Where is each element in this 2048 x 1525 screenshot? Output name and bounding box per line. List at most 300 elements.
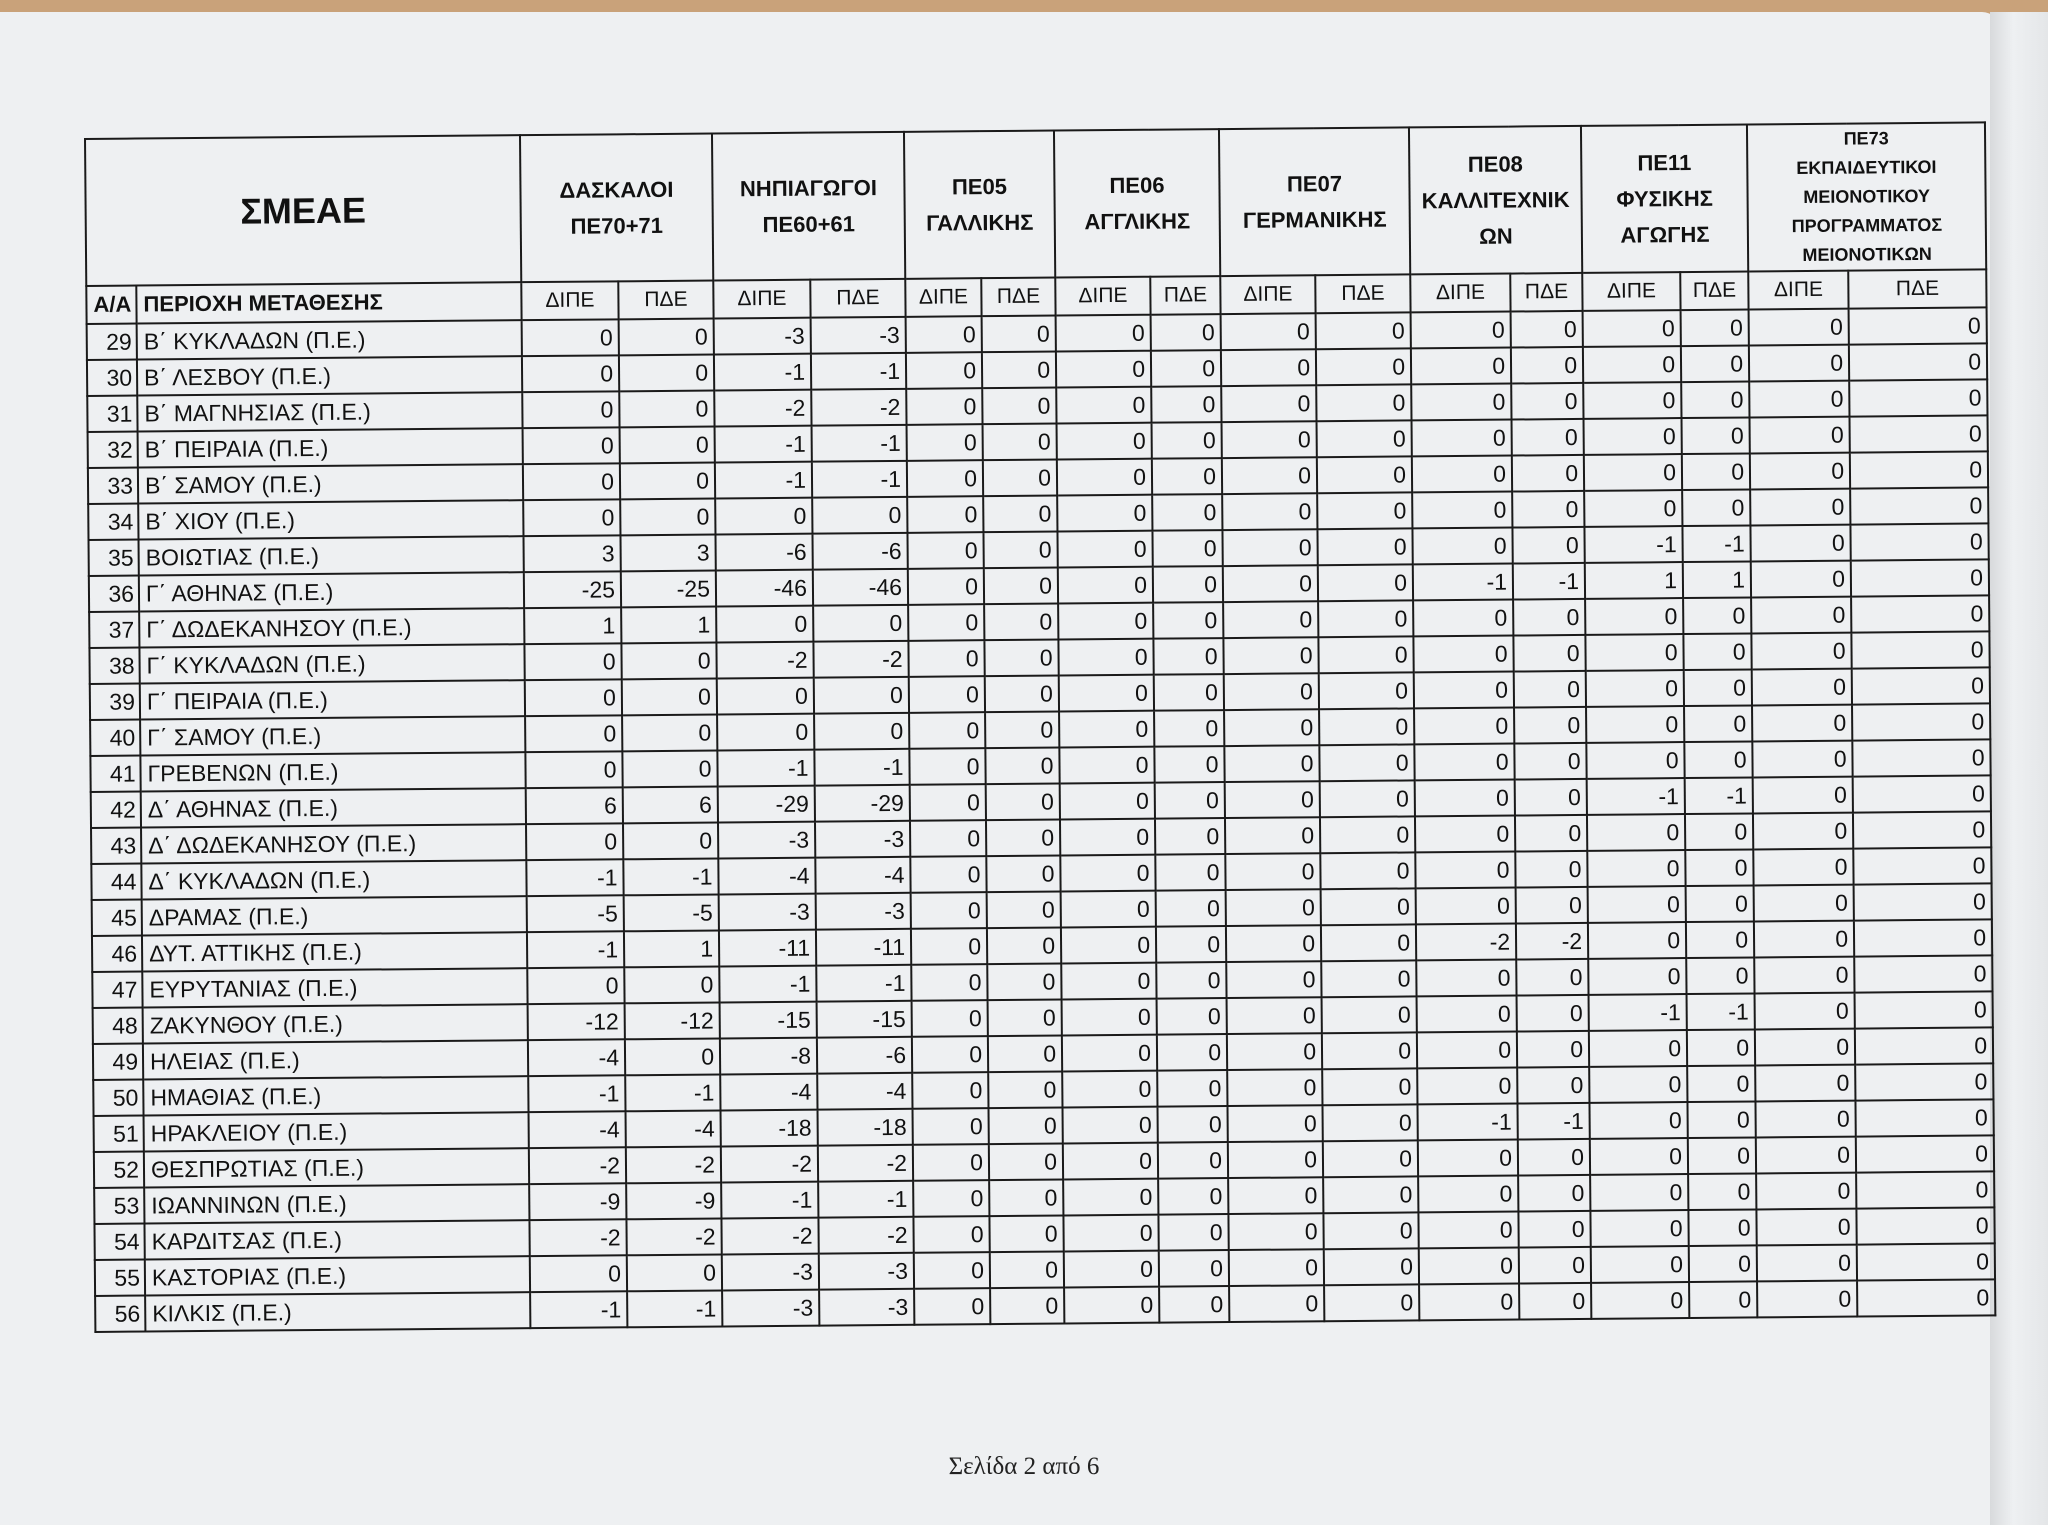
value-cell: 0 — [525, 751, 622, 788]
value-cell: -1 — [627, 1290, 722, 1327]
area-name: ΔΥΤ. ΑΤΤΙΚΗΣ (Π.Ε.) — [142, 932, 527, 971]
value-cell: 0 — [983, 424, 1057, 461]
row-number: 48 — [93, 1008, 143, 1044]
value-cell: 0 — [522, 319, 619, 356]
value-cell: 0 — [1226, 925, 1321, 962]
value-cell: 0 — [1063, 1179, 1158, 1216]
value-cell: 0 — [987, 892, 1061, 929]
pde-header: ΠΔΕ — [981, 278, 1055, 317]
value-cell: 0 — [1414, 744, 1514, 781]
value-cell: 0 — [1416, 960, 1516, 997]
value-cell: 0 — [1854, 919, 1992, 956]
value-cell: 0 — [1317, 492, 1412, 529]
value-cell: 0 — [1056, 315, 1151, 352]
value-cell: 0 — [1416, 888, 1516, 925]
group-header-line: ΔΑΣΚΑΛΟΙ — [559, 176, 674, 203]
value-cell: 0 — [1414, 672, 1514, 709]
group-header-line: ΠΕ07 — [1286, 170, 1343, 197]
value-cell: 0 — [1589, 1066, 1687, 1103]
value-cell: -1 — [1513, 563, 1585, 600]
value-cell: 0 — [910, 856, 986, 893]
value-cell: -2 — [529, 1147, 626, 1184]
area-name: ΙΩΑΝΝΙΝΩΝ (Π.Ε.) — [144, 1184, 529, 1223]
value-cell: -2 — [818, 1145, 913, 1182]
value-cell: -4 — [817, 1073, 912, 1110]
value-cell: 0 — [1684, 741, 1752, 778]
value-cell: 0 — [1515, 779, 1587, 816]
value-cell: 0 — [1061, 927, 1156, 964]
value-cell: 0 — [1587, 850, 1685, 887]
value-cell: 0 — [622, 750, 717, 787]
value-cell: 0 — [1318, 636, 1413, 673]
value-cell: 0 — [1224, 673, 1319, 710]
value-cell: 1 — [1585, 562, 1683, 599]
area-name: Δ΄ ΚΥΚΛΑΔΩΝ (Π.Ε.) — [141, 860, 526, 899]
value-cell: 0 — [1057, 531, 1152, 568]
value-cell: 0 — [1853, 775, 1991, 812]
group-header — [1054, 129, 1220, 277]
value-cell: 0 — [622, 678, 717, 715]
value-cell: 0 — [985, 676, 1059, 713]
value-cell: 0 — [1513, 599, 1585, 636]
value-cell: -1 — [719, 966, 816, 1003]
value-cell: 0 — [1515, 815, 1587, 852]
value-cell: 0 — [522, 391, 619, 428]
value-cell: -9 — [626, 1182, 721, 1219]
value-cell: 0 — [622, 714, 717, 751]
value-cell: 0 — [1589, 1030, 1687, 1067]
value-cell: 0 — [1856, 1135, 1994, 1172]
value-cell: -4 — [626, 1110, 721, 1147]
value-cell: 0 — [1413, 600, 1513, 637]
row-number: 38 — [89, 648, 139, 684]
value-cell: 0 — [524, 643, 621, 680]
value-cell: -1 — [814, 749, 909, 786]
value-cell: -5 — [624, 894, 719, 931]
value-cell: 0 — [912, 1036, 988, 1073]
area-name: ΓΡΕΒΕΝΩΝ (Π.Ε.) — [140, 752, 525, 791]
table-body — [87, 307, 1996, 1332]
value-cell: 0 — [1689, 1281, 1757, 1318]
value-cell: 3 — [523, 535, 620, 572]
value-cell: 0 — [1155, 854, 1225, 891]
value-cell: 0 — [1226, 889, 1321, 926]
row-number: 29 — [87, 324, 137, 360]
row-number: 32 — [88, 432, 138, 468]
value-cell: 0 — [906, 352, 982, 389]
value-cell: 0 — [620, 427, 715, 464]
row-number: 43 — [91, 828, 141, 864]
row-number: 45 — [92, 900, 142, 936]
value-cell: 0 — [623, 822, 718, 859]
value-cell: 0 — [1418, 1212, 1518, 1249]
area-name: ΕΥΡΥΤΑΝΙΑΣ (Π.Ε.) — [142, 968, 527, 1007]
area-name: Γ΄ ΑΘΗΝΑΣ (Π.Ε.) — [139, 572, 524, 611]
group-header-line: ΕΚΠΑΙΔΕΥΤΙΚΟΙ — [1796, 156, 1937, 179]
value-cell: 0 — [523, 463, 620, 500]
group-header-line: ΦΥΣΙΚΗΣ — [1616, 185, 1713, 212]
value-cell: 0 — [1753, 813, 1853, 850]
value-cell: 0 — [1228, 1177, 1323, 1214]
value-cell: 0 — [1064, 1251, 1159, 1288]
value-cell: -15 — [720, 1002, 817, 1039]
value-cell: 0 — [1158, 1178, 1228, 1215]
area-name: Γ΄ ΠΕΙΡΑΙΑ (Π.Ε.) — [140, 680, 525, 719]
value-cell: 0 — [1590, 1138, 1688, 1175]
value-cell: 0 — [1411, 384, 1511, 421]
value-cell: 0 — [985, 712, 1059, 749]
value-cell: 0 — [1688, 1173, 1756, 1210]
value-cell: -1 — [530, 1291, 627, 1328]
value-cell: -1 — [715, 426, 812, 463]
value-cell: 0 — [1517, 1031, 1589, 1068]
area-name: Γ΄ ΣΑΜΟΥ (Π.Ε.) — [140, 716, 525, 755]
value-cell: 0 — [1316, 312, 1411, 349]
value-cell: 0 — [985, 748, 1059, 785]
value-cell: 0 — [1318, 600, 1413, 637]
value-cell: -1 — [528, 1075, 625, 1112]
value-cell: 0 — [1751, 525, 1851, 562]
value-cell: 0 — [984, 640, 1058, 677]
value-cell: 0 — [1223, 601, 1318, 638]
value-cell: 0 — [987, 928, 1061, 965]
value-cell: 0 — [1755, 993, 1855, 1030]
value-cell: 0 — [1851, 595, 1989, 632]
dipe-header: ΔΙΠΕ — [1410, 274, 1510, 313]
value-cell: 0 — [913, 1144, 989, 1181]
value-cell: 0 — [1151, 314, 1221, 351]
value-cell: 0 — [1513, 635, 1585, 672]
area-name: Β΄ ΛΕΣΒΟΥ (Π.Ε.) — [137, 356, 522, 395]
group-header-line: ΜΕΙΟΝΟΤΙΚΩΝ — [1802, 243, 1932, 266]
value-cell: 0 — [1683, 633, 1751, 670]
value-cell: 0 — [1850, 451, 1988, 488]
value-cell: -2 — [818, 1217, 913, 1254]
value-cell: 1 — [621, 607, 716, 644]
value-cell: 0 — [624, 966, 719, 1003]
value-cell: 0 — [1588, 886, 1686, 923]
pde-header: ΠΔΕ — [810, 279, 905, 318]
value-cell: 0 — [1225, 853, 1320, 890]
value-cell: 0 — [907, 424, 983, 461]
dipe-header: ΔΙΠΕ — [713, 280, 810, 319]
value-cell: 0 — [1227, 1069, 1322, 1106]
value-cell: 0 — [1228, 1105, 1323, 1142]
row-number: 41 — [90, 756, 140, 792]
value-cell: 0 — [1411, 312, 1511, 349]
value-cell: 0 — [913, 1180, 989, 1217]
value-cell: 0 — [1753, 777, 1853, 814]
value-cell: 0 — [717, 714, 814, 751]
pde-header: ΠΔΕ — [1680, 271, 1748, 310]
value-cell: 0 — [1151, 350, 1221, 387]
value-cell: 0 — [1157, 998, 1227, 1035]
group-header-line: ΠΕ70+71 — [570, 212, 664, 239]
value-cell: -1 — [818, 1181, 913, 1218]
value-cell: 0 — [1686, 885, 1754, 922]
value-cell: 0 — [1853, 811, 1991, 848]
value-cell: 3 — [620, 535, 715, 572]
value-cell: -2 — [721, 1146, 818, 1183]
value-cell: 0 — [1757, 1245, 1857, 1282]
area-header: ΠΕΡΙΟΧΗ ΜΕΤΑΘΕΣΗΣ — [136, 282, 521, 323]
row-number: 49 — [93, 1044, 143, 1080]
value-cell: 0 — [1756, 1209, 1856, 1246]
area-name: Δ΄ ΔΩΔΕΚΑΝΗΣΟΥ (Π.Ε.) — [141, 824, 526, 863]
value-cell: -2 — [626, 1218, 721, 1255]
value-cell: 0 — [982, 388, 1056, 425]
value-cell: -3 — [722, 1290, 819, 1327]
dipe-header: ΔΙΠΕ — [1582, 272, 1680, 311]
value-cell: 0 — [1683, 597, 1751, 634]
value-cell: 0 — [1229, 1249, 1324, 1286]
value-cell: 0 — [813, 605, 908, 642]
value-cell: 0 — [983, 460, 1057, 497]
value-cell: 0 — [1518, 1211, 1590, 1248]
row-number: 56 — [95, 1296, 145, 1332]
area-name: ΔΡΑΜΑΣ (Π.Ε.) — [142, 896, 527, 935]
value-cell: 0 — [982, 352, 1056, 389]
value-cell: 0 — [1225, 781, 1320, 818]
value-cell: 0 — [1320, 780, 1415, 817]
value-cell: -18 — [721, 1110, 818, 1147]
value-cell: 0 — [1583, 382, 1681, 419]
value-cell: 0 — [1755, 1065, 1855, 1102]
value-cell: 0 — [1317, 420, 1412, 457]
value-cell: 0 — [1323, 1140, 1418, 1177]
value-cell: 0 — [1318, 564, 1413, 601]
value-cell: -6 — [812, 533, 907, 570]
value-cell: -2 — [813, 641, 908, 678]
value-cell: 0 — [716, 606, 813, 643]
value-cell: 0 — [1583, 346, 1681, 383]
value-cell: 0 — [619, 391, 714, 428]
value-cell: 0 — [1750, 453, 1850, 490]
value-cell: 0 — [1855, 1063, 1993, 1100]
value-cell: 0 — [1317, 456, 1412, 493]
value-cell: -3 — [819, 1253, 914, 1290]
row-number: 50 — [93, 1080, 143, 1116]
value-cell: 0 — [1756, 1137, 1856, 1174]
value-cell: 0 — [1324, 1248, 1419, 1285]
value-cell: 0 — [1059, 747, 1154, 784]
value-cell: 0 — [1418, 1140, 1518, 1177]
value-cell: -1 — [717, 750, 814, 787]
value-cell: 0 — [1511, 347, 1583, 384]
area-name: Β΄ ΠΕΙΡΑΙΑ (Π.Ε.) — [138, 428, 523, 467]
value-cell: 0 — [1061, 891, 1156, 928]
value-cell: 0 — [1515, 851, 1587, 888]
value-cell: -1 — [1687, 993, 1755, 1030]
value-cell: 0 — [1757, 1281, 1857, 1318]
row-number: 36 — [89, 576, 139, 612]
value-cell: 0 — [1854, 883, 1992, 920]
value-cell: 0 — [983, 496, 1057, 533]
value-cell: 0 — [1159, 1286, 1229, 1323]
group-header-line: ΑΓΩΓΗΣ — [1620, 221, 1710, 248]
value-cell: 0 — [1512, 455, 1584, 492]
value-cell: 0 — [1750, 489, 1850, 526]
aa-header: Α/Α — [86, 286, 136, 324]
value-cell: 0 — [1413, 636, 1513, 673]
value-cell: 0 — [1222, 457, 1317, 494]
value-cell: 0 — [1058, 603, 1153, 640]
group-header-line: ΠΕ08 — [1467, 150, 1523, 177]
area-name: Δ΄ ΑΘΗΝΑΣ (Π.Ε.) — [141, 788, 526, 827]
value-cell: 0 — [1849, 343, 1987, 380]
value-cell: 0 — [911, 892, 987, 929]
value-cell: 0 — [1417, 996, 1517, 1033]
value-cell: 0 — [1586, 742, 1684, 779]
value-cell: -1 — [714, 354, 811, 391]
value-cell: -4 — [718, 858, 815, 895]
value-cell: -1 — [1413, 564, 1513, 601]
row-number: 35 — [89, 540, 139, 576]
value-cell: -3 — [719, 894, 816, 931]
value-cell: 0 — [1754, 957, 1854, 994]
value-cell: 0 — [1682, 489, 1750, 526]
value-cell: 0 — [1062, 1071, 1157, 1108]
value-cell: 0 — [909, 748, 985, 785]
value-cell: 0 — [1224, 709, 1319, 746]
value-cell: -3 — [714, 318, 811, 355]
value-cell: 0 — [906, 388, 982, 425]
value-cell: 0 — [1063, 1215, 1158, 1252]
value-cell: 0 — [1514, 707, 1586, 744]
value-cell: 0 — [812, 497, 907, 534]
value-cell: 0 — [1060, 783, 1155, 820]
value-cell: 0 — [1688, 1137, 1756, 1174]
value-cell: 0 — [1056, 387, 1151, 424]
area-name: ΘΕΣΠΡΩΤΙΑΣ (Π.Ε.) — [144, 1148, 529, 1187]
value-cell: 0 — [1152, 494, 1222, 531]
value-cell: 0 — [1152, 458, 1222, 495]
value-cell: 0 — [1583, 310, 1681, 347]
value-cell: 0 — [621, 643, 716, 680]
value-cell: -4 — [528, 1039, 625, 1076]
value-cell: 0 — [907, 496, 983, 533]
area-name: Β΄ ΣΑΜΟΥ (Π.Ε.) — [138, 464, 523, 503]
value-cell: 0 — [1751, 561, 1851, 598]
area-name: ΖΑΚΥΝΘΟΥ (Π.Ε.) — [143, 1004, 528, 1043]
value-cell: -4 — [815, 857, 910, 894]
row-number: 53 — [94, 1188, 144, 1224]
value-cell: 0 — [1854, 955, 1992, 992]
value-cell: 0 — [1222, 529, 1317, 566]
row-number: 37 — [89, 612, 139, 648]
value-cell: 0 — [1412, 456, 1512, 493]
value-cell: 0 — [988, 1000, 1062, 1037]
value-cell: -12 — [625, 1002, 720, 1039]
area-name: Γ΄ ΚΥΚΛΑΔΩΝ (Π.Ε.) — [139, 644, 524, 683]
value-cell: 0 — [1517, 1067, 1589, 1104]
value-cell: 0 — [1057, 423, 1152, 460]
value-cell: 0 — [1851, 523, 1989, 560]
value-cell: 0 — [1323, 1104, 1418, 1141]
value-cell: -1 — [1685, 777, 1753, 814]
value-cell: 0 — [1060, 819, 1155, 856]
value-cell: 0 — [1153, 602, 1223, 639]
value-cell: 0 — [1516, 887, 1588, 924]
value-cell: 0 — [1684, 705, 1752, 742]
value-cell: 0 — [1062, 999, 1157, 1036]
row-number: 54 — [94, 1224, 144, 1260]
value-cell: 0 — [1588, 958, 1686, 995]
value-cell: 0 — [913, 1108, 989, 1145]
value-cell: 0 — [1584, 490, 1682, 527]
value-cell: 0 — [1857, 1279, 1995, 1316]
value-cell: 0 — [1687, 1065, 1755, 1102]
group-header — [1409, 126, 1582, 274]
value-cell: -18 — [818, 1109, 913, 1146]
value-cell: 0 — [908, 640, 984, 677]
value-cell: -29 — [718, 786, 815, 823]
value-cell: -2 — [626, 1146, 721, 1183]
value-cell: 0 — [1221, 349, 1316, 386]
value-cell: 0 — [1411, 348, 1511, 385]
value-cell: -2 — [716, 642, 813, 679]
value-cell: 0 — [908, 568, 984, 605]
area-name: ΗΛΕΙΑΣ (Π.Ε.) — [143, 1040, 528, 1079]
value-cell: 0 — [1156, 890, 1226, 927]
value-cell: 0 — [1156, 926, 1226, 963]
dipe-header: ΔΙΠΕ — [1220, 275, 1315, 314]
value-cell: 0 — [1590, 1174, 1688, 1211]
value-cell: 0 — [1153, 566, 1223, 603]
value-cell: 0 — [1227, 1033, 1322, 1070]
value-cell: 0 — [1591, 1246, 1689, 1283]
value-cell: -1 — [721, 1182, 818, 1219]
value-cell: 0 — [987, 964, 1061, 1001]
value-cell: 0 — [1587, 814, 1685, 851]
value-cell: 0 — [1228, 1213, 1323, 1250]
value-cell: 0 — [1316, 384, 1411, 421]
value-cell: 0 — [625, 1038, 720, 1075]
value-cell: 0 — [620, 463, 715, 500]
group-header — [712, 132, 905, 281]
value-cell: 0 — [1224, 745, 1319, 782]
value-cell: 6 — [623, 786, 718, 823]
value-cell: 0 — [1851, 559, 1989, 596]
value-cell: 0 — [1418, 1176, 1518, 1213]
row-number: 46 — [92, 936, 142, 972]
value-cell: 0 — [1853, 847, 1991, 884]
value-cell: 0 — [983, 532, 1057, 569]
value-cell: 0 — [1415, 780, 1515, 817]
value-cell: -2 — [811, 389, 906, 426]
value-cell: 0 — [1516, 959, 1588, 996]
value-cell: 0 — [1058, 567, 1153, 604]
value-cell: -1 — [1585, 526, 1683, 563]
value-cell: 0 — [912, 1072, 988, 1109]
value-cell: 0 — [1323, 1176, 1418, 1213]
area-name: ΒΟΙΩΤΙΑΣ (Π.Ε.) — [139, 536, 524, 575]
value-cell: 0 — [1855, 1027, 1993, 1064]
value-cell: -1 — [812, 461, 907, 498]
row-number: 39 — [90, 684, 140, 720]
value-cell: 0 — [1755, 1029, 1855, 1066]
value-cell: 0 — [619, 355, 714, 392]
group-header-line: ΑΓΓΛΙΚΗΣ — [1084, 207, 1191, 234]
value-cell: 0 — [1158, 1142, 1228, 1179]
value-cell: 0 — [1588, 922, 1686, 959]
value-cell: 0 — [1852, 703, 1990, 740]
value-cell: 0 — [1158, 1214, 1228, 1251]
value-cell: 0 — [1685, 849, 1753, 886]
group-header-line: ΠΕ73 — [1843, 128, 1889, 149]
value-cell: 0 — [1855, 991, 1993, 1028]
value-cell: 0 — [1756, 1173, 1856, 1210]
